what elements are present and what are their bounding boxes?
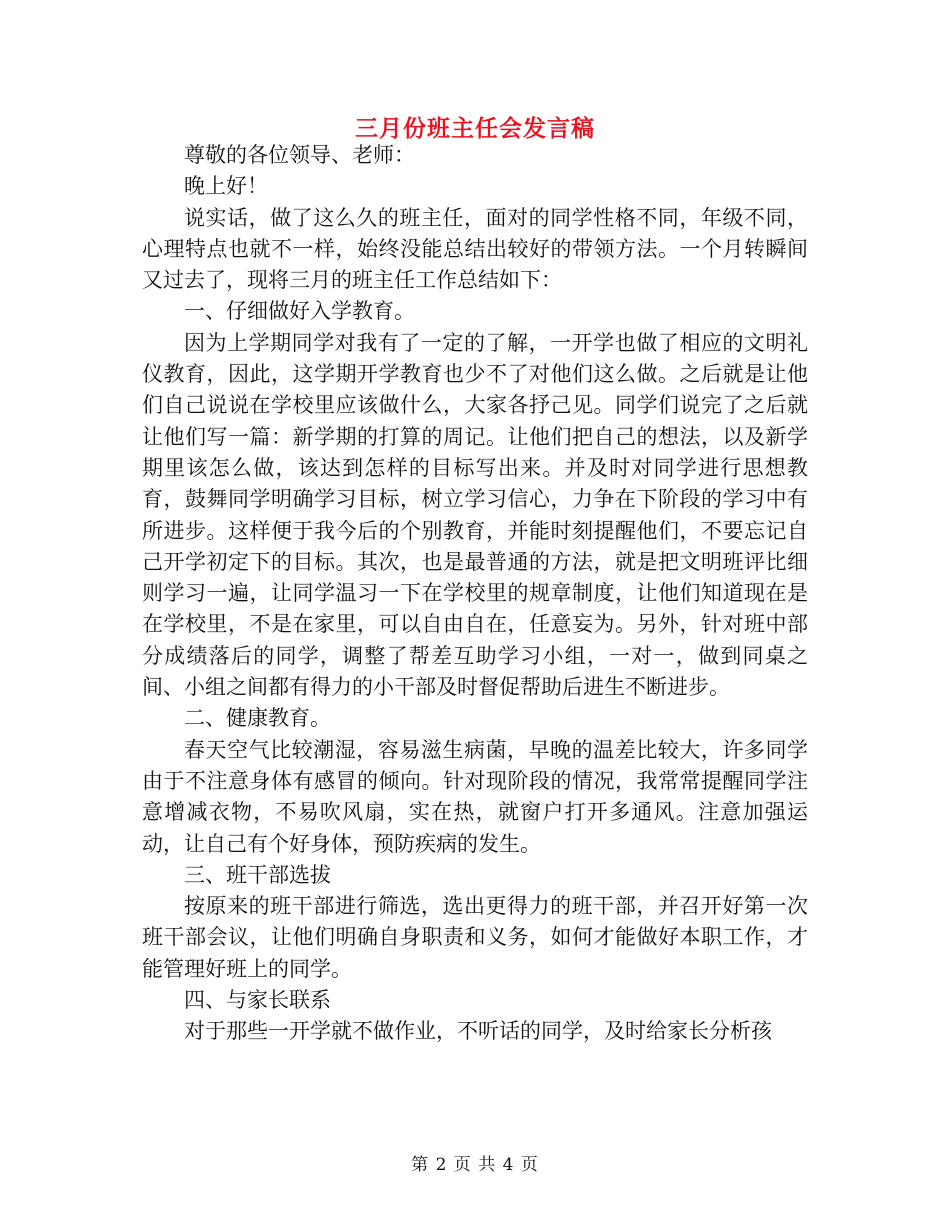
section-3-paragraph: 按原来的班干部进行筛选，选出更得力的班干部，并召开好第一次班干部会议，让他们明确自身职责和义务，如何才能做好本职工作，才能管理好班上的同学。 <box>142 894 808 981</box>
document-body <box>142 140 808 1048</box>
page-number-footer: 第 2 页 共 4 页 <box>411 1155 539 1175</box>
section-1-paragraph: 因为上学期同学对我有了一定的了解，一开学也做了相应的文明礼仪教育，因此，这学期开学教育也少不了对他们这么做。之后就是让他们自己说说在学校里应该做什么，大家各抒己见。同学们说完了之后就让他们写一篇：新学期的打算的周记。让他们把自己的想法，以及新学期里该怎么做，该达到怎样的目标写出来。并及时对同学进行思想教育，鼓舞同学明确学习目标，树立学习信心，力争在下阶段的学习中有所进步。这样便于我今后的个别教育，并能时刻提醒他们，不要忘记自己开学初定下的目标。其次，也是最普通的方法，就是把文明班评比细则学习一遍，让同学温习一下在学校里的规章制度，让他们知道现在是在学校里，不是在家里，可以自由自在，任意妄为。另外，针对班中部分成绩落后的同学，调整了帮差互助学习小组，一对一，做到同桌之间、小组之间都有得力的小干部及时督促帮助后进生不断进步。 <box>142 330 808 700</box>
document-title: 三月份班主任会发言稿 <box>355 115 595 142</box>
section-heading-2: 二、健康教育。 <box>184 706 331 731</box>
section-heading-4: 四、与家长联系 <box>184 988 331 1013</box>
greeting: 晚上好！ <box>184 174 268 199</box>
intro-paragraph: 说实话，做了这么久的班主任，面对的同学性格不同，年级不同，心理特点也就不一样，始终没能总结出较好的带领方法。一个月转瞬间又过去了，现将三月的班主任工作总结如下： <box>142 205 808 293</box>
salutation: 尊敬的各位领导、老师： <box>184 143 415 167</box>
section-4-paragraph: 对于那些一开学就不做作业，不听话的同学，及时给家长分析孩 <box>184 1019 772 1044</box>
section-heading-1: 一、仔细做好入学教育。 <box>184 299 415 324</box>
section-heading-3: 三、班干部选拔 <box>184 862 331 887</box>
section-2-paragraph: 春天空气比较潮湿，容易滋生病菌，早晚的温差比较大，许多同学由于不注意身体有感冒的倾向。针对现阶段的情况，我常常提醒同学注意增减衣物，不易吹风扇，实在热，就窗户打开多通风。注意加强运动，让自己有个好身体，预防疾病的发生。 <box>142 737 808 856</box>
